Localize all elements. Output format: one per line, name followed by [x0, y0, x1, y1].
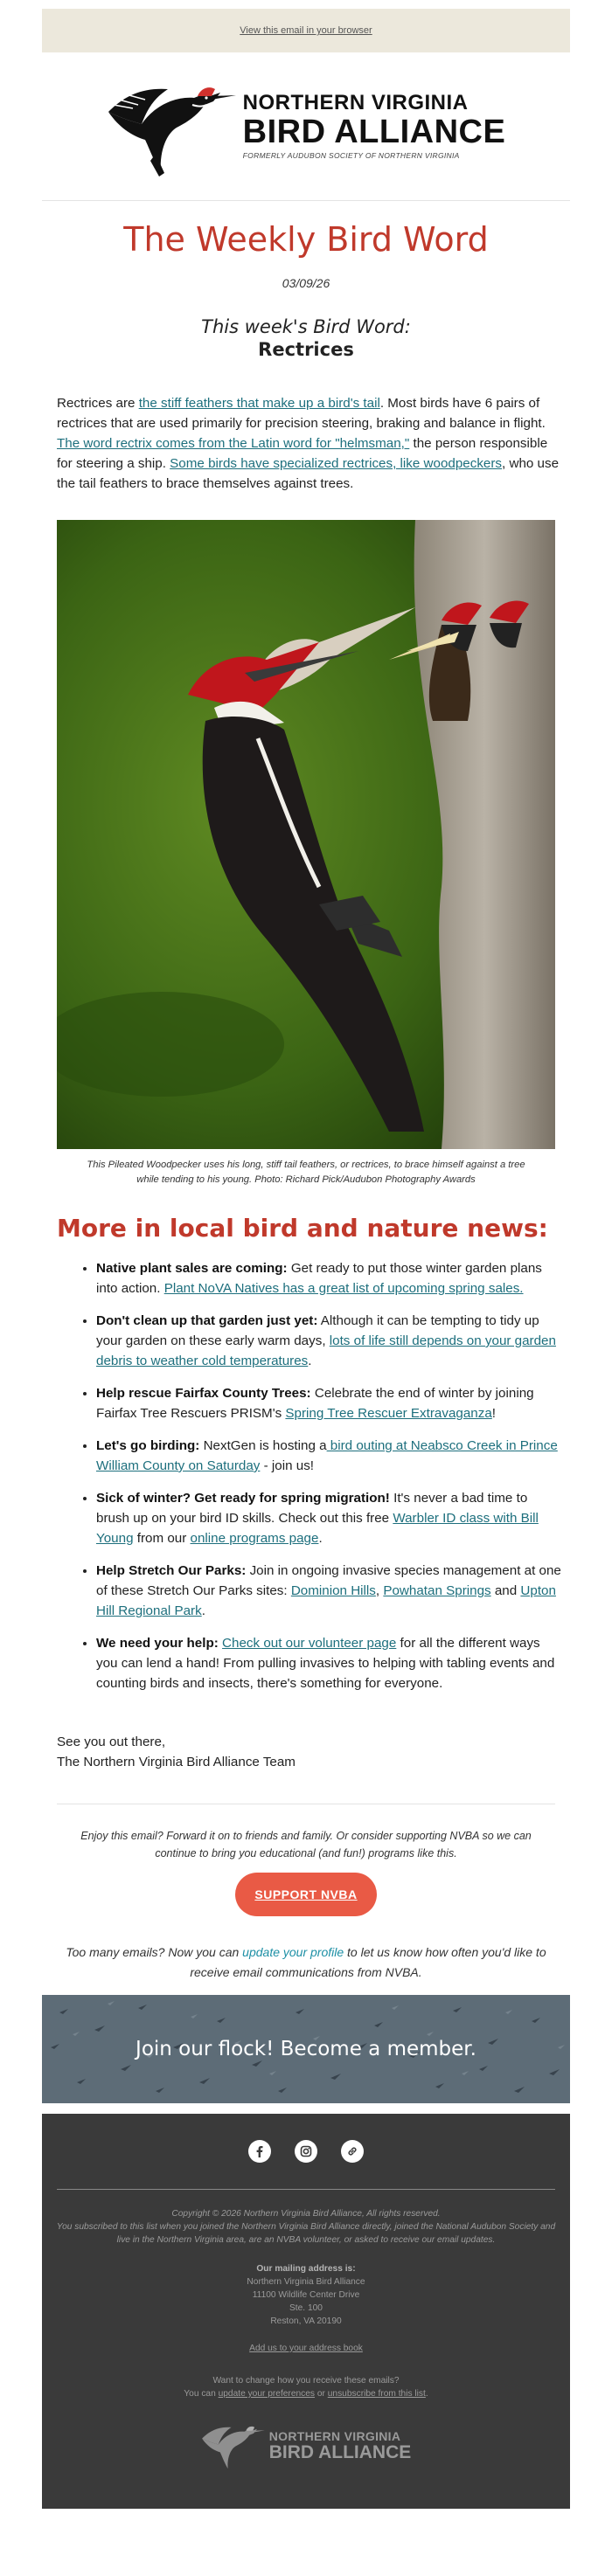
change-text: You can: [184, 2389, 219, 2399]
footer-logo-line-1: NORTHERN VIRGINIA: [268, 2429, 401, 2443]
woodpecker-photo: [57, 520, 555, 1149]
address-book-row: [42, 2342, 570, 2355]
preferences-text-part: to let us know how often you'd like to receive email communications from NVBA.: [190, 1945, 546, 1979]
woodpecker-rectrices-link[interactable]: Some birds have specialized rectrices, like woodpeckers: [170, 456, 503, 471]
dominion-hills-link[interactable]: Dominion Hills: [290, 1583, 376, 1598]
bird-word: Rectrices: [258, 339, 354, 360]
news-heading: More in local bird and nature news:: [57, 1214, 548, 1243]
intro-text: Rectrices are: [57, 396, 139, 411]
intro-text: the person responsible for steering a ship.: [57, 436, 548, 471]
woodpecker-logo-icon: [201, 2418, 266, 2474]
copyright: [42, 2207, 570, 2247]
footer-logo-line-2: BIRD ALLIANCE: [268, 2442, 412, 2462]
news-item-title: Help Stretch Our Parks:: [96, 1563, 247, 1578]
newsletter-title: The Weekly Bird Word: [123, 220, 489, 259]
mailing-address: [42, 2262, 570, 2328]
support-button-row: [42, 1873, 570, 1916]
preferences-text-part: Too many emails? Now you can: [66, 1945, 243, 1959]
tree-rescuer-link[interactable]: Spring Tree Rescuer Extravaganza: [285, 1406, 492, 1421]
address-line: Reston, VA 20190: [270, 2316, 342, 2326]
change-question: Want to change how you receive these emails?: [212, 2376, 400, 2386]
upton-hill-link[interactable]: Upton Hill Regional Park: [96, 1583, 556, 1618]
email-preferences: [42, 2374, 570, 2400]
news-item-text: It's never a bad time to brush up on your bird ID skills. Check out this free: [96, 1491, 528, 1526]
signoff-line-1: See you out there,: [57, 1735, 166, 1749]
logo-line-2: BIRD ALLIANCE: [242, 114, 506, 151]
news-item-title: Let's go birding:: [96, 1438, 200, 1453]
address-line: Northern Virginia Bird Alliance: [247, 2277, 365, 2287]
facebook-icon[interactable]: [248, 2140, 271, 2163]
news-item-text: Join in ongoing invasive species management at one of these Stretch Our Parks sites:: [96, 1563, 561, 1598]
email-container: [42, 9, 570, 2509]
preferences-text: [59, 1942, 553, 1983]
social-links: [42, 2114, 570, 2163]
tail-feathers-link[interactable]: the stiff feathers that make up a bird's tail: [138, 396, 380, 411]
woodpecker-photo-illustration: [57, 520, 555, 1149]
news-item-title: Sick of winter? Get ready for spring migration!: [96, 1491, 390, 1506]
logo-line-1: NORTHERN VIRGINIA: [242, 91, 469, 115]
news-item-text: .: [308, 1354, 312, 1368]
address-line: Ste. 100: [289, 2303, 323, 2313]
woodpecker-logo-icon: [107, 70, 238, 184]
news-item-migration: [96, 1488, 561, 1548]
footer-logo: [42, 2418, 570, 2474]
header: [42, 52, 570, 201]
view-in-browser-link[interactable]: View this email in your browser: [240, 25, 372, 36]
intro-text: , who use the tail feathers to brace themselves against trees.: [57, 456, 560, 491]
volunteer-page-link[interactable]: Check out our volunteer page: [222, 1636, 397, 1651]
latin-word-link[interactable]: The word rectrix comes from the Latin word for "helmsman,": [57, 436, 410, 451]
news-item-title: We need your help:: [96, 1636, 219, 1651]
footer-divider: [57, 2189, 555, 2190]
news-item-text: Although it can be tempting to tidy up your garden on these early warm days,: [96, 1313, 539, 1348]
news-item-garden: [96, 1311, 561, 1371]
news-item-plant-sales: [96, 1258, 561, 1298]
address-line: 11100 Wildlife Center Drive: [252, 2290, 360, 2300]
subscription-reason: You subscribed to this list when you joined the Northern Virginia Bird Alliance directly, joined the National Audubon Society and live in the Northern Virginia area, are an NVBA volunteer, or asked to receive our email updates.: [56, 2222, 556, 2245]
news-item-text: .: [318, 1531, 323, 1546]
update-preferences-link[interactable]: update your preferences: [218, 2389, 316, 2399]
intro-paragraph: [57, 393, 565, 494]
photo-caption: This Pileated Woodpecker uses his long, stiff tail feathers, or rectrices, to brace himself against a tree while tending to his young. Photo: Richard Pick/Audubon Photography Awards: [87, 1160, 525, 1185]
join-banner-text: Join our flock! Become a member.: [136, 2038, 476, 2060]
warbler-class-link[interactable]: Warbler ID class with Bill Young: [96, 1511, 539, 1546]
update-profile-link[interactable]: update your profile: [242, 1945, 344, 1959]
join-banner[interactable]: [42, 1995, 570, 2103]
plant-nova-link[interactable]: Plant NoVA Natives has a great list of upcoming spring sales.: [163, 1281, 524, 1296]
news-item-text: from our: [133, 1531, 191, 1546]
signoff: [57, 1732, 570, 1772]
logo-tagline: FORMERLY AUDUBON SOCIETY OF NORTHERN VIRGINIA: [242, 151, 460, 161]
nvba-logo[interactable]: [107, 70, 506, 184]
news-item-text: .: [201, 1603, 205, 1618]
news-item-volunteer: [96, 1633, 561, 1693]
change-text: or: [315, 2389, 328, 2399]
copyright-text: Copyright © 2026 Northern Virginia Bird Alliance, All rights reserved.: [171, 2209, 441, 2219]
news-item-title: Help rescue Fairfax County Trees:: [96, 1386, 311, 1401]
news-item-birding: [96, 1436, 561, 1476]
neabsco-outing-link[interactable]: bird outing at Neabsco Creek in Prince William County on Saturday: [96, 1438, 558, 1473]
news-item-text: Celebrate the end of winter by joining Fairfax Tree Rescuers PRISM's: [96, 1386, 534, 1421]
news-item-trees: [96, 1383, 561, 1423]
website-link-icon[interactable]: [341, 2140, 364, 2163]
support-nvba-button[interactable]: SUPPORT NVBA: [235, 1873, 376, 1916]
bird-word-box: [42, 316, 570, 360]
news-item-text: - join us!: [260, 1458, 315, 1473]
issue-date: 03/09/26: [282, 276, 330, 290]
preheader-bar: [42, 9, 570, 52]
instagram-icon[interactable]: [295, 2140, 317, 2163]
news-item-parks: [96, 1561, 561, 1621]
signoff-line-2: The Northern Virginia Bird Alliance Team: [57, 1755, 296, 1769]
news-item-text: and: [490, 1583, 521, 1598]
news-item-title: Don't clean up that garden just yet:: [96, 1313, 318, 1328]
news-item-text: ,: [375, 1583, 384, 1598]
powhatan-springs-link[interactable]: Powhatan Springs: [383, 1583, 491, 1598]
unsubscribe-link[interactable]: unsubscribe from this list: [327, 2389, 426, 2399]
news-list: [96, 1258, 561, 1693]
news-item-text: !: [491, 1406, 497, 1421]
add-to-address-book-link[interactable]: Add us to your address book: [249, 2344, 363, 2353]
garden-debris-link[interactable]: lots of life still depends on your garden debris to weather cold temperatures: [96, 1333, 556, 1368]
news-item-text: for all the different ways you can lend a hand! From pulling invasives to helping with tabling events and counting birds and insects, there's something for everyone.: [96, 1636, 555, 1691]
intro-text: . Most birds have 6 pairs of rectrices that are used primarily for precision steering, braking and balance in flight.: [57, 396, 546, 431]
news-item-text: NextGen is hosting a: [199, 1438, 327, 1453]
online-programs-link[interactable]: online programs page: [190, 1531, 319, 1546]
footer: [42, 2114, 570, 2509]
change-text: .: [425, 2389, 428, 2399]
support-text: Enjoy this email? Forward it on to friends and family. Or consider supporting NVBA so we can continue to bring you educational (and fun!) programs like this.: [80, 1830, 532, 1859]
mailing-address-label: Our mailing address is:: [256, 2264, 356, 2274]
news-item-title: Native plant sales are coming:: [96, 1261, 288, 1276]
news-item-text: Get ready to put those winter garden plans into action.: [96, 1261, 542, 1296]
bird-word-intro: This week's Bird Word:: [201, 316, 411, 337]
